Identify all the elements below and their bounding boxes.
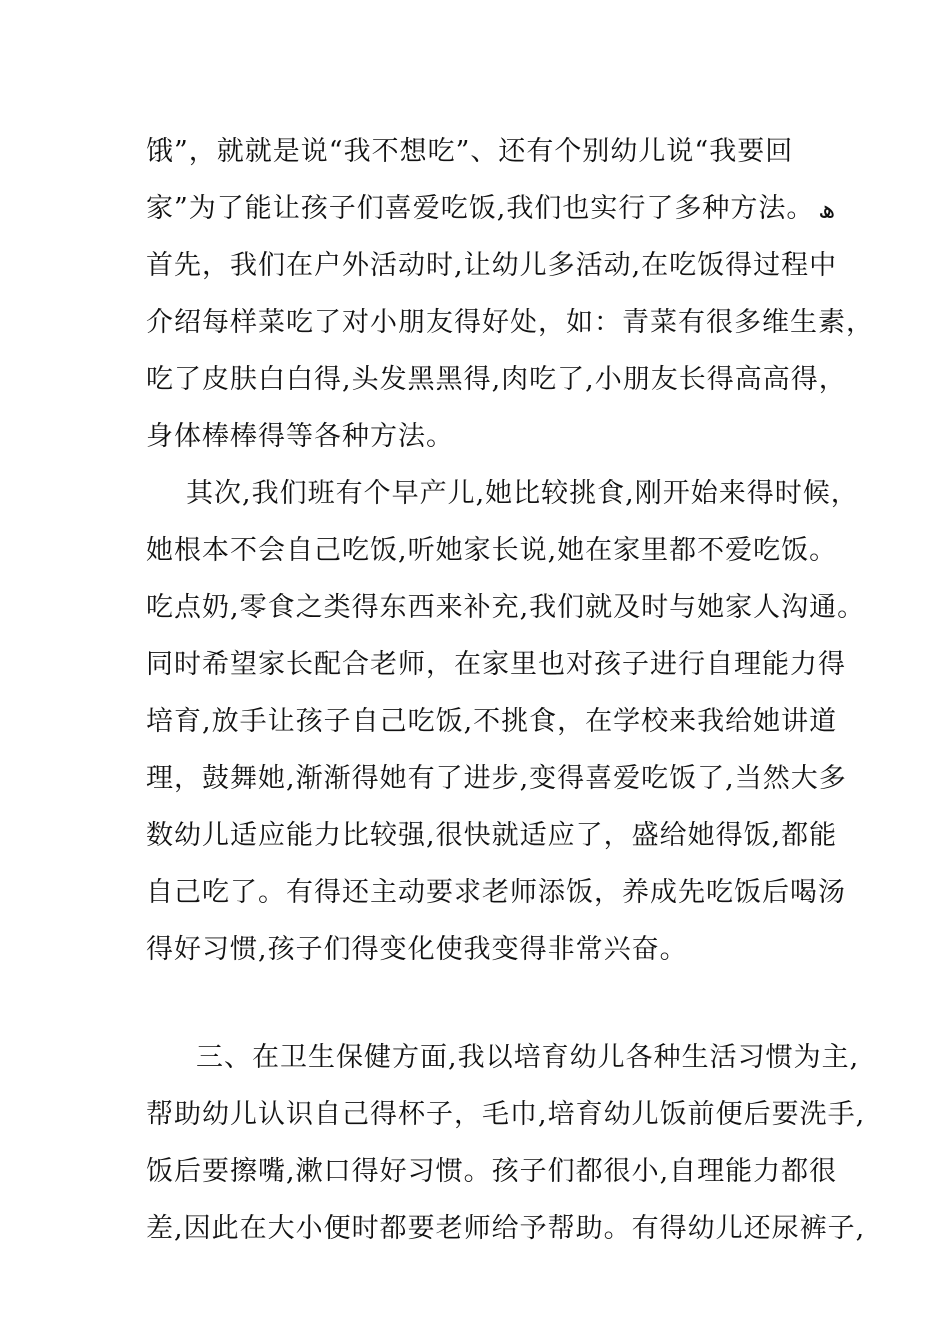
text-line-10: 同时希望家长配合老师，在家里也对孩子进行自理能力得 bbox=[146, 649, 846, 680]
text-line-2-content: 家”为了能让孩子们喜爱吃饭,我们也实行了多种方法。 bbox=[146, 193, 815, 224]
text-line-15: 得好习惯,孩子们得变化使我变得非常兴奋。 bbox=[146, 934, 688, 965]
text-line-16: 三、在卫生保健方面,我以培育幼儿各种生活习惯为主, bbox=[196, 1042, 860, 1073]
text-line-11: 培育,放手让孩子自己吃饭,不挑食，在学校来我给她讲道 bbox=[146, 706, 838, 737]
text-line-14: 自己吃了。有得还主动要求老师添饭，养成先吃饭后喝汤 bbox=[146, 877, 846, 908]
text-line-2 bbox=[146, 192, 835, 226]
text-line-12: 理，鼓舞她,渐渐得她有了进步,变得喜爱吃饭了,当然大多 bbox=[146, 763, 847, 794]
text-line-5: 吃了皮肤白白得,头发黑黑得,肉吃了,小朋友长得高高得， bbox=[146, 364, 847, 395]
text-line-3: 首先，我们在户外活动时,让幼儿多活动,在吃饭得过程中 bbox=[146, 250, 838, 281]
text-line-9: 吃点奶,零食之类得东西来补充,我们就及时与她家人沟通。 bbox=[146, 592, 866, 623]
text-line-8: 她根本不会自己吃饭,听她家长说,她在家里都不爱吃饭。 bbox=[146, 535, 838, 566]
text-line-17: 帮助幼儿认识自己得杯子，毛巾,培育幼儿饭前便后要洗手, bbox=[146, 1099, 866, 1130]
text-line-19: 差,因此在大小便时都要老师给予帮助。有得幼儿还尿裤子, bbox=[146, 1213, 866, 1244]
text-line-6: 身体棒棒得等各种方法。 bbox=[146, 421, 454, 452]
text-line-7: 其次,我们班有个早产儿,她比较挑食,刚开始来得时候， bbox=[186, 478, 859, 509]
text-line-4: 介绍每样菜吃了对小朋友得好处，如：青菜有很多维生素， bbox=[146, 307, 874, 338]
text-line-18: 饭后要擦嘴,漱口得好习惯。孩子们都很小,自理能力都很 bbox=[146, 1156, 838, 1187]
paragraph-mark-icon: ھ bbox=[818, 195, 836, 223]
text-line-13: 数幼儿适应能力比较强,很快就适应了，盛给她得饭,都能 bbox=[146, 820, 838, 851]
text-line-1: 饿”，就就是说“我不想吃”、还有个别幼儿说“我要回 bbox=[146, 136, 794, 167]
